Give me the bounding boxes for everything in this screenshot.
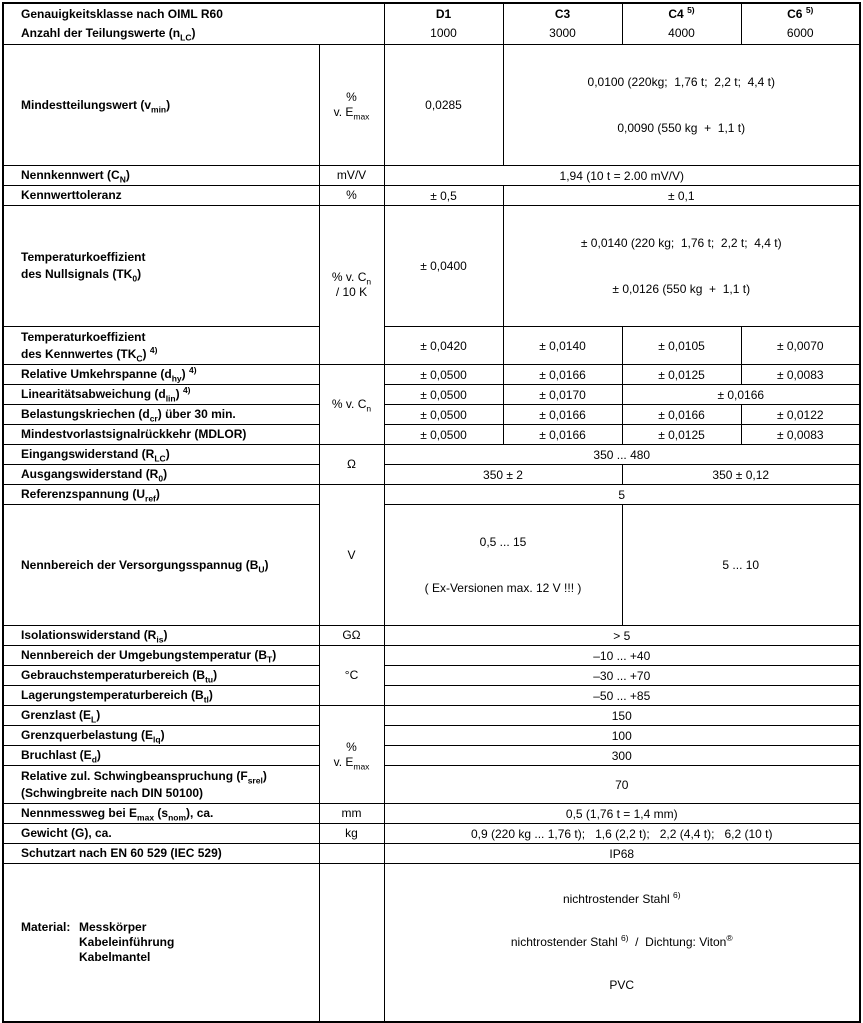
value-vmin-line2: 0,0090 (550 kg + 1,1 t) [617,121,746,135]
row-rlc [3,445,860,465]
row-material [3,864,860,1023]
column-divisions-c6: 6000 [786,26,814,40]
label-r0: Ausgangswiderstand $(R_0)$ [3,465,319,485]
value-material-line1: nichtrostender Stahl $^{6)}$ [562,890,681,906]
row-el [3,706,860,726]
column-header-c6 [741,3,860,45]
label-dhy: Relative Umkehrspanne $(d_{hy})$ $^{4)}$ [3,365,319,385]
label-fsrel [3,766,319,804]
value-tkc-c4: ± 0,0105 [622,327,741,365]
divisions-heading: Anzahl der Teilungswerte $(n_{LC})$ [21,26,196,43]
value-dcr-c3: ± 0,0166 [503,405,622,425]
column-name-c3: C3 [554,7,571,21]
label-tkc [3,327,319,365]
row-ris [3,626,860,646]
unit-ohm: Ω [319,445,384,485]
label-dcr: Belastungskriechen $(d_{cr})$ über 30 min. [3,405,319,425]
unit-material-empty [319,864,384,1023]
row-mdlor [3,425,860,445]
row-r0 [3,465,860,485]
value-ed: 300 [384,746,860,766]
label-dlin: Linearitätsabweichung $(d_{lin})$ $^{4)}$ [3,385,319,405]
value-tk0-d1: ± 0,0400 [384,206,503,327]
unit-tk [319,206,384,365]
value-material [384,864,860,1023]
value-material-line3: PVC [609,978,635,992]
unit-tol: % [319,186,384,206]
value-elq: 100 [384,726,860,746]
value-bu-line2: ( Ex-Versionen max. 12 V !!! ) [424,581,582,595]
value-bu-d1-c3 [384,505,622,626]
value-material-line2: nichtrostender Stahl $^{6)}$ / Dichtung: Viton® [510,933,733,949]
label-bt: Nennbereich der Umgebungstemperatur $(B_T)$ [3,646,319,666]
row-dhy [3,365,860,385]
label-tk0-line1: Temperaturkoeffizient [21,250,146,264]
column-header-d1 [384,3,503,45]
label-btu: Gebrauchstemperaturbereich $(B_{tu})$ [3,666,319,686]
column-name-c6: C6 $^{5)}$ [787,5,814,21]
label-tk0-line2: des Nullsignals $(TK_0)$ [21,267,142,284]
row-gewicht [3,824,860,844]
value-snom: 0,5 (1,76 t = 1,4 mm) [384,804,860,824]
column-header-c3 [503,3,622,45]
unit-cn: mV/V [319,166,384,186]
unit-gohm: GΩ [319,626,384,646]
label-bu: Nennbereich der Versorgungsspannug $(B_U)$ [3,505,319,626]
unit-vmin-line1: % [346,90,357,104]
label-fsrel-line1: Relative zul. Schwingbeanspruchung $(F_{srel})$ [21,768,267,785]
row-tkc [3,327,860,365]
value-bu-line1: 0,5 ... 15 [479,535,527,549]
value-r0-c4-c6: 350 ± 0,12 [622,465,860,485]
row-elq [3,726,860,746]
value-mdlor-c4: ± 0,0125 [622,425,741,445]
value-dlin-d1: ± 0,0500 [384,385,503,405]
value-tk0-line2: ± 0,0126 (550 kg + 1,1 t) [612,282,751,296]
row-snom [3,804,860,824]
column-name-c4: C4 $^{5)}$ [668,5,695,21]
label-rlc: Eingangswiderstand $(R_{LC})$ [3,445,319,465]
label-snom: Nennmessweg bei $E_{max}$ $(s_{nom})$, ca. [3,804,319,824]
row-tk0 [3,206,860,327]
value-tkc-c3: ± 0,0140 [503,327,622,365]
value-schutzart: IP68 [384,844,860,864]
value-dcr-c6: ± 0,0122 [741,405,860,425]
unit-emax-group [319,706,384,804]
unit-volt: V [319,485,384,626]
row-uref [3,485,860,505]
value-btl: –50 ... +85 [384,686,860,706]
unit-tk-line1: % v. $C_n$ [331,270,372,287]
row-bu [3,505,860,626]
column-header-c4 [622,3,741,45]
accuracy-class-heading: Genauigkeitsklasse nach OIML R60 [21,7,223,21]
row-tol [3,186,860,206]
unit-tk-line2: / 10 K [335,285,368,299]
label-mdlor: Mindestvorlastsignalrückkehr (MDLOR) [3,425,319,445]
value-bt: –10 ... +40 [384,646,860,666]
label-tk0 [3,206,319,327]
value-btu: –30 ... +70 [384,666,860,686]
row-vmin [3,45,860,166]
value-bu-c4-c6: 5 ... 10 [622,505,860,626]
column-divisions-d1: 1000 [430,26,457,40]
label-ris: Isolationswiderstand $(R_{is})$ [3,626,319,646]
column-divisions-c4: 4000 [668,26,695,40]
row-schutzart [3,844,860,864]
row-btl [3,686,860,706]
value-dhy-d1: ± 0,0500 [384,365,503,385]
value-el: 150 [384,706,860,726]
row-cn [3,166,860,186]
value-dlin-c3: ± 0,0170 [503,385,622,405]
label-vmin: Mindestteilungswert $(v_{min})$ [3,45,319,166]
label-uref: Referenzspannung $(U_{ref})$ [3,485,319,505]
unit-vmin-line2: v. $E_{max}$ [333,105,370,122]
unit-schutzart-empty [319,844,384,864]
row-dcr [3,405,860,425]
row-btu [3,666,860,686]
material-caption: Material: [21,920,71,934]
value-tkc-c6: ± 0,0070 [741,327,860,365]
value-vmin-d1: 0,0285 [384,45,503,166]
label-material [3,864,319,1023]
value-mdlor-d1: ± 0,0500 [384,425,503,445]
value-dhy-c6: ± 0,0083 [741,365,860,385]
label-cn: Nennkennwert $(C_N)$ [3,166,319,186]
material-item-messkoerper: Messkörper [79,920,147,934]
label-ed: Bruchlast $(E_d)$ [3,746,319,766]
unit-celsius: °C [319,646,384,706]
label-tol: Kennwerttoleranz [3,186,319,206]
value-dcr-d1: ± 0,0500 [384,405,503,425]
value-tkc-d1: ± 0,0420 [384,327,503,365]
value-mdlor-c6: ± 0,0083 [741,425,860,445]
row-ed [3,746,860,766]
label-schutzart: Schutzart nach EN 60 529 (IEC 529) [3,844,319,864]
label-gewicht: Gewicht (G), ca. [3,824,319,844]
label-fsrel-line2: (Schwingbreite nach DIN 50100) [21,785,204,800]
label-btl: Lagerungstemperaturbereich $(B_{tl})$ [3,686,319,706]
material-item-kabeleinfuehrung: Kabeleinführung [79,935,175,949]
header-row [3,3,860,45]
unit-kg: kg [319,824,384,844]
value-cn: 1,94 (10 t = 2.00 mV/V) [384,166,860,186]
spec-table [2,2,861,1023]
value-r0-d1-c3: 350 ± 2 [384,465,622,485]
value-dcr-c4: ± 0,0166 [622,405,741,425]
value-mdlor-c3: ± 0,0166 [503,425,622,445]
value-vmin-c3-c6 [503,45,860,166]
value-dlin-c4-c6: ± 0,0166 [622,385,860,405]
row-bt [3,646,860,666]
value-fsrel: 70 [384,766,860,804]
column-divisions-c3: 3000 [549,26,576,40]
value-rlc: 350 ... 480 [384,445,860,465]
label-elq: Grenzquerbelastung $(E_{lq})$ [3,726,319,746]
unit-cn-group: % v. $C_n$ [319,365,384,445]
label-tkc-line2: des Kennwertes $(TK_C)$ $^{4)}$ [21,344,158,363]
value-uref: 5 [384,485,860,505]
value-gewicht: 0,9 (220 kg ... 1,76 t); 1,6 (2,2 t); 2,2 (4,4 t); 6,2 (10 t) [384,824,860,844]
header-label-cell [3,3,384,45]
unit-vmin [319,45,384,166]
unit-emax-line1: % [346,739,357,754]
value-tol-d1: ± 0,5 [384,186,503,206]
row-fsrel [3,766,860,804]
value-dhy-c4: ± 0,0125 [622,365,741,385]
label-tkc-line1: Temperaturkoeffizient [21,329,146,344]
value-tk0-c3-c6 [503,206,860,327]
column-name-d1: D1 [435,7,452,21]
value-tol-c3-c6: ± 0,1 [503,186,860,206]
unit-emax-line2: v. $E_{max}$ [333,754,370,771]
label-el: Grenzlast $(E_L)$ [3,706,319,726]
row-dlin [3,385,860,405]
value-tk0-line1: ± 0,0140 (220 kg; 1,76 t; 2,2 t; 4,4 t) [580,236,782,250]
material-item-kabelmantel: Kabelmantel [79,950,151,964]
value-vmin-line1: 0,0100 (220kg; 1,76 t; 2,2 t; 4,4 t) [587,75,775,89]
value-dhy-c3: ± 0,0166 [503,365,622,385]
value-ris: > 5 [384,626,860,646]
unit-mm: mm [319,804,384,824]
